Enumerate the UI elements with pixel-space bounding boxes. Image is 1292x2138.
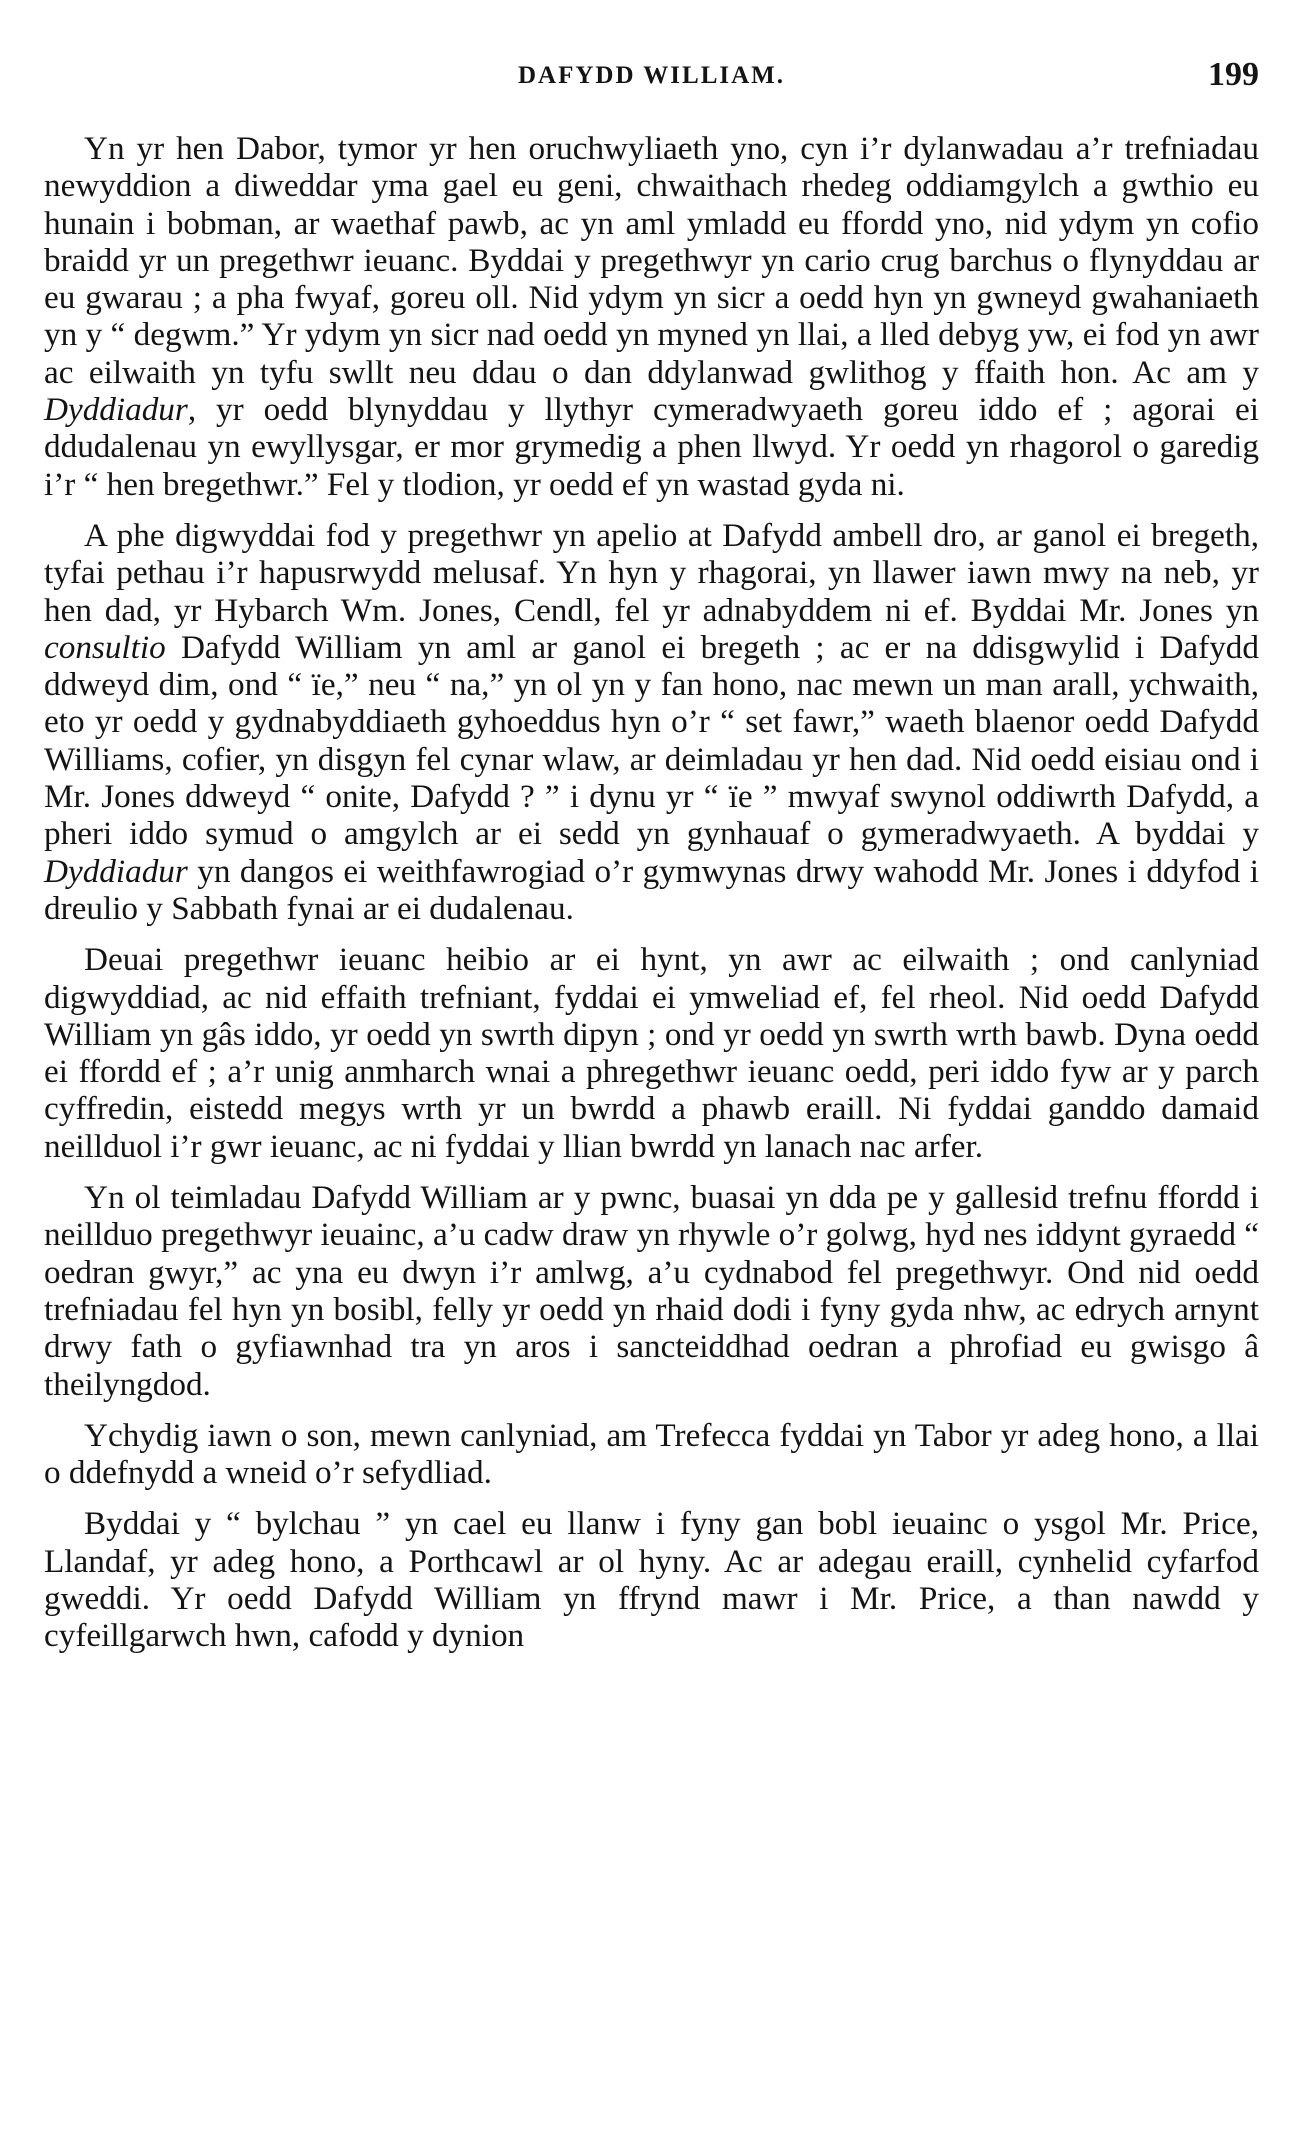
page-number: 199 — [1208, 56, 1259, 93]
text-segment: Ychydig iawn o son, mewn canlyniad, am Trefecca fyddai yn Tabor yr adeg hono, a llai o ddefnydd a wneid o’r sefydliad. — [44, 1416, 1259, 1492]
text-segment: Deuai pregethwr ieuanc heibio ar ei hynt, yn awr ac eilwaith ; ond canlyniad digwyddiad, ac nid effaith trefniant, fyddai ei ymweliad ef, fel rheol. Nid oedd Dafydd William yn gâs iddo, yr oedd yn swrth dipyn ; ond yr oedd yn swrth wrth bawb. Dyna oedd ei ffordd ef ; a’r unig anmharch wnai a phregethwr ieuanc oedd, peri iddo fyw ar y parch cyffredin, eistedd megys wrth yr un bwrdd a phawb eraill. Ni fyddai ganddo damaid neillduol i’r gwr ieuanc, ac ni fyddai y llian bwrdd yn lanach nac arfer. — [44, 941, 1259, 1165]
text-segment: Yn ol teimladau Dafydd William ar y pwnc, buasai yn dda pe y gallesid trefnu ffordd i neillduo pregethwyr ieuainc, a’u cadw draw yn rhywle o’r golwg, hyd nes iddynt gyraedd “ oedran gwyr,” ac yna eu dwyn i’r amlwg, a’u cydnabod fel pregethwyr. Ond nid oedd trefniadau fel hyn yn bosibl, felly yr oedd yn rhaid dodi i fyny gyda nhw, ac edrych arnynt drwy fath o gyfiawnhad tra yn aros i sancteiddhad oedran a phrofiad eu gwisgo â theilyngdod. — [44, 1179, 1259, 1403]
running-title: DAFYDD WILLIAM. — [517, 62, 786, 89]
text-segment: Byddai y “ bylchau ” yn cael eu llanw i fyny gan bobl ieuainc o ysgol Mr. Price, Llandaf, yr adeg hono, a Porthcawl ar ol hyny. Ac ar adegau eraill, cynhelid cyfarfod gweddi. Yr oedd Dafydd William yn ffrynd mawr i Mr. Price, a than nawdd y cyfeillgarwch hwn, cafodd y dynion — [44, 1505, 1259, 1655]
paragraph-5 — [44, 1417, 1259, 1492]
italic-title: Dyddiadur — [44, 852, 188, 890]
paragraph-1 — [44, 130, 1259, 503]
book-page — [44, 50, 1259, 1669]
text-segment: Yn yr hen Dabor, tymor yr hen oruchwyliaeth yno, cyn i’r dylanwadau a’r trefniadau newyddion a diweddar yma gael eu geni, chwaithach rhedeg oddiamgylch a gwthio eu hunain i bobman, ar waethaf pawb, ac yn aml ymladd eu ffordd yno, nid ydym yn cofio braidd yr un pregethwr ieuanc. Byddai y pregethwyr yn cario crug barchus o flynyddau ar eu gwarau ; a pha fwyaf, goreu oll. Nid ydym yn sicr a oedd hyn yn gwneyd gwahaniaeth yn y “ degwm.” Yr ydym yn sicr nad oedd yn myned yn llai, a lled debyg yw, ei fod yn awr ac eilwaith yn tyfu swllt neu ddau o dan ddylanwad gwlithog y ffaith hon. Ac am y — [44, 130, 1259, 391]
paragraph-2 — [44, 517, 1259, 927]
italic-title: Dyddiadur — [44, 391, 188, 429]
text-segment: Dafydd William yn aml ar ganol ei bregeth ; ac er na ddisgwylid i Dafydd ddweyd dim, ond “ ïe,” neu “ na,” yn ol yn y fan hono, nac mewn un man arall, ychwaith, eto yr oedd y gydnabyddiaeth gyhoeddus hyn o’r “ set fawr,” waeth blaenor oedd Dafydd Williams, cofier, yn disgyn fel cynar wlaw, ar deimladau yr hen dad. Nid oedd eisiau ond i Mr. Jones ddweyd “ onite, Dafydd ? ” i dynu yr “ ïe ” mwyaf swynol oddiwrth Dafydd, a pheri iddo symud o amgylch ar ei sedd yn gynhauaf o gymeradwyaeth. A byddai y — [44, 628, 1259, 853]
paragraph-4 — [44, 1179, 1259, 1403]
body-text — [44, 130, 1259, 1655]
paragraph-6 — [44, 1505, 1259, 1654]
running-head — [44, 50, 1259, 102]
text-segment: A phe digwyddai fod y pregethwr yn apelio at Dafydd ambell dro, ar ganol ei bregeth, tyfai pethau i’r hapusrwydd melusaf. Yn hyn y rhagorai, yn llawer iawn mwy na neb, yr hen dad, yr Hybarch Wm. Jones, Cendl, fel yr adnabyddem ni ef. Byddai Mr. Jones yn — [44, 516, 1259, 629]
text-segment: yn dangos ei weithfawrogiad o’r gymwynas drwy wahodd Mr. Jones i ddyfod i dreulio y Sabbath fynai ar ei dudalenau. — [44, 852, 1259, 927]
paragraph-3 — [44, 941, 1259, 1165]
italic-word: consultio — [44, 628, 166, 666]
text-segment: , yr oedd blynyddau y llythyr cymeradwyaeth goreu iddo ef ; agorai ei ddudalenau yn ewyllysgar, er mor grymedig a phen llwyd. Yr oedd yn rhagorol o garedig i’r “ hen bregethwr.” Fel y tlodion, yr oedd ef yn wastad gyda ni. — [44, 391, 1259, 503]
